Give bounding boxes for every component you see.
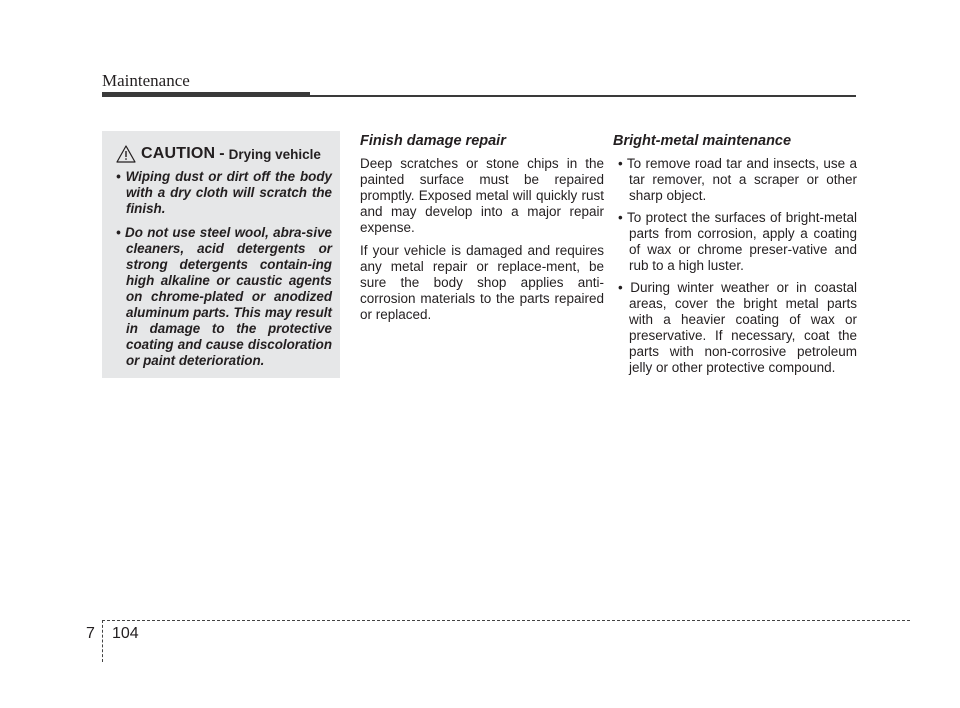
caution-subject: Drying vehicle xyxy=(228,146,321,162)
bright-metal-title: Bright-metal maintenance xyxy=(613,133,792,149)
bright-metal-list xyxy=(613,156,857,376)
footer-vertical-rule xyxy=(102,620,103,662)
caution-box xyxy=(102,131,340,378)
header-rule-thin xyxy=(310,95,856,97)
bright-metal-item-text: To protect the surfaces of bright-metal parts from corrosion, apply a coating of wax or chrome preser-vative and rub to a high luster. xyxy=(626,210,858,273)
bright-metal-item: • To protect the surfaces of bright-metal parts from corrosion, apply a coating of wax or chrome preser-vative and rub to a high luster. xyxy=(618,210,858,273)
bright-metal-section xyxy=(613,131,857,382)
caution-item: • Do not use steel wool, abra-sive cleaners, acid detergents or strong detergents contain-ing high alkaline or caustic agents on chrome-plated or anodized aluminum parts. This may result in damage to the protective coating and cause discoloration or paint deterioration. xyxy=(116,225,332,368)
finish-damage-section xyxy=(360,131,604,330)
caution-item: • Wiping dust or dirt off the body with a dry cloth will scratch the finish. xyxy=(116,169,332,216)
header-rule-thick xyxy=(102,92,310,97)
caution-item-text: Wiping dust or dirt off the body with a dry cloth will scratch the finish. xyxy=(125,169,332,216)
section-header-title: Maintenance xyxy=(102,71,190,90)
finish-damage-paragraph: Deep scratches or stone chips in the painted surface must be repaired promptly. Exposed metal will quickly rust and may develop into a major repair expense. xyxy=(360,156,604,235)
bright-metal-item: • During winter weather or in coastal areas, cover the bright metal parts with a heavier coating of wax or preservative. If necessary, coat the parts with non-corrosive petroleum jelly or other protective compound. xyxy=(618,280,857,375)
bright-metal-item-text: During winter weather or in coastal areas, cover the bright metal parts with a heavier coating of wax or preservative. If necessary, coat the parts with non-corrosive petroleum jelly or other protective compound. xyxy=(629,280,857,375)
chapter-number: 7 xyxy=(86,625,95,642)
caution-label: CAUTION xyxy=(141,145,216,162)
finish-damage-title: Finish damage repair xyxy=(360,133,506,149)
finish-damage-paragraph: If your vehicle is damaged and requires any metal repair or replace-ment, be sure the body shop applies anti-corrosion materials to the parts repaired or replaced. xyxy=(360,243,604,322)
bright-metal-item: • To remove road tar and insects, use a tar remover, not a scraper or other sharp object. xyxy=(618,156,858,203)
caution-heading xyxy=(116,143,332,165)
caution-dash: - xyxy=(219,145,225,162)
caution-item-text: Do not use steel wool, abra-sive cleaners, acid detergents or strong detergents contain-ing high alkaline or caustic agents on chrome-plated or anodized aluminum parts. This may result in damage to the protective coating and cause discoloration or paint deterioration. xyxy=(125,225,332,368)
page-number: 104 xyxy=(112,625,139,642)
bright-metal-item-text: To remove road tar and insects, use a tar remover, not a scraper or other sharp object. xyxy=(626,156,858,203)
footer-dashed-rule xyxy=(102,620,910,621)
caution-list xyxy=(112,169,332,369)
warning-triangle-icon xyxy=(116,145,136,163)
